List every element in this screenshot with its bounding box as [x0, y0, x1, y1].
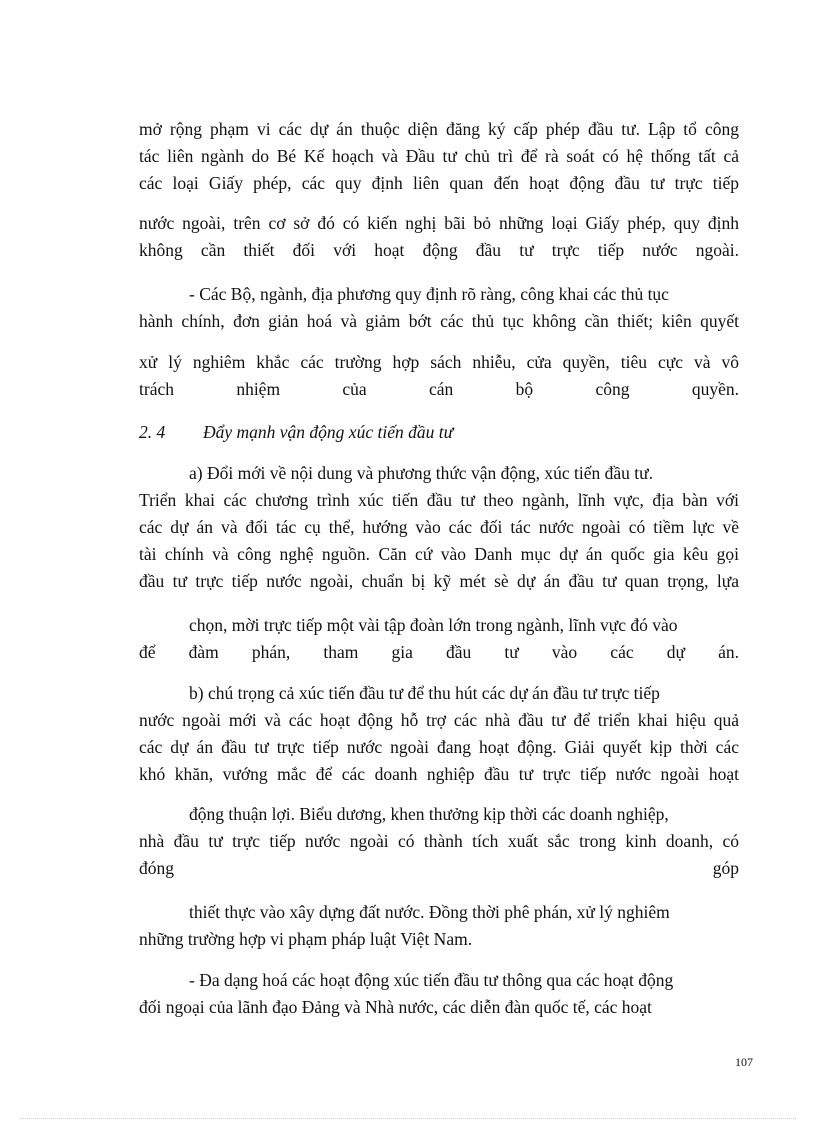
body-text-line: nước ngoài, trên cơ sở đó có kiến nghị bãi bỏ những loại Giấy phép, quy định: [139, 213, 739, 233]
body-text-line: Triển khai các chương trình xúc tiến đầu tư theo ngành, lĩnh vực, địa bàn với: [139, 490, 739, 510]
body-text-line: b) chú trọng cả xúc tiến đầu tư để thu hút các dự án đầu tư trực tiếp: [189, 683, 660, 703]
body-text-line: nước ngoài mới và các hoạt động hỗ trợ các nhà đầu tư để triển khai hiệu quả: [139, 710, 739, 730]
body-text-line: tác liên ngành do Bé Kế hoạch và Đầu tư chủ trì để rà soát có hệ thống tất cả: [139, 146, 739, 166]
body-text-line: mở rộng phạm vi các dự án thuộc diện đăng ký cấp phép đầu tư. Lập tổ công: [139, 119, 739, 139]
body-text-line: khó khăn, vướng mắc để các doanh nghiệp đầu tư trực tiếp nước ngoài hoạt: [139, 764, 739, 784]
body-text-line: hành chính, đơn giản hoá và giảm bớt các thủ tục không cần thiết; kiên quyết: [139, 311, 739, 331]
body-text-line: các loại Giấy phép, các quy định liên quan đến hoạt động đầu tư trực tiếp: [139, 173, 739, 193]
body-text-line: các dự án đầu tư trực tiếp nước ngoài đang hoạt động. Giải quyết kịp thời các: [139, 737, 739, 757]
page-number: 107: [735, 1055, 753, 1069]
body-text-line: động thuận lợi. Biểu dương, khen thưởng kịp thời các doanh nghiệp,: [189, 804, 669, 824]
section-heading: [139, 420, 453, 444]
body-text-line: không cần thiết đối với hoạt động đầu tư trực tiếp nước ngoài.: [139, 240, 739, 260]
body-text-line: a) Đổi mới về nội dung và phương thức vận động, xúc tiến đầu tư.: [189, 463, 653, 483]
body-text-line: xử lý nghiêm khắc các trường hợp sách nhiễu, cửa quyền, tiêu cực và vô: [139, 352, 739, 372]
section-number: 2. 4: [139, 422, 166, 442]
body-text-line: tài chính và công nghệ nguồn. Căn cứ vào Danh mục dự án quốc gia kêu gọi: [139, 544, 739, 564]
body-text-line: đối ngoại của lãnh đạo Đảng và Nhà nước, các diễn đàn quốc tế, các hoạt: [139, 997, 652, 1017]
body-text-line: các dự án và đối tác cụ thể, hướng vào các đối tác nước ngoài có tiềm lực về: [139, 517, 739, 537]
body-text-line: những trường hợp vi phạm pháp luật Việt Nam.: [139, 929, 473, 949]
body-text-line: trách nhiệm của cán bộ công quyền.: [139, 379, 739, 399]
section-title: Đẩy mạnh vận động xúc tiến đầu tư: [203, 422, 454, 442]
body-text-line: - Đa dạng hoá các hoạt động xúc tiến đầu tư thông qua các hoạt động: [189, 970, 674, 990]
body-text-line: để đàm phán, tham gia đầu tư vào các dự án.: [139, 642, 739, 662]
body-text-line: đóng góp: [139, 858, 739, 878]
body-text-line: nhà đầu tư trực tiếp nước ngoài có thành tích xuất sắc trong kinh doanh, có: [139, 831, 739, 851]
body-text-line: chọn, mời trực tiếp một vài tập đoàn lớn trong ngành, lĩnh vực đó vào: [189, 615, 678, 635]
bottom-divider: [20, 1118, 796, 1119]
body-text-line: đầu tư trực tiếp nước ngoài, chuẩn bị kỹ mét sè dự án đầu tư quan trọng, lựa: [139, 571, 739, 591]
body-text-line: thiết thực vào xây dựng đất nước. Đồng thời phê phán, xử lý nghiêm: [189, 902, 670, 922]
body-text-line: - Các Bộ, ngành, địa phương quy định rõ ràng, công khai các thủ tục: [189, 284, 669, 304]
